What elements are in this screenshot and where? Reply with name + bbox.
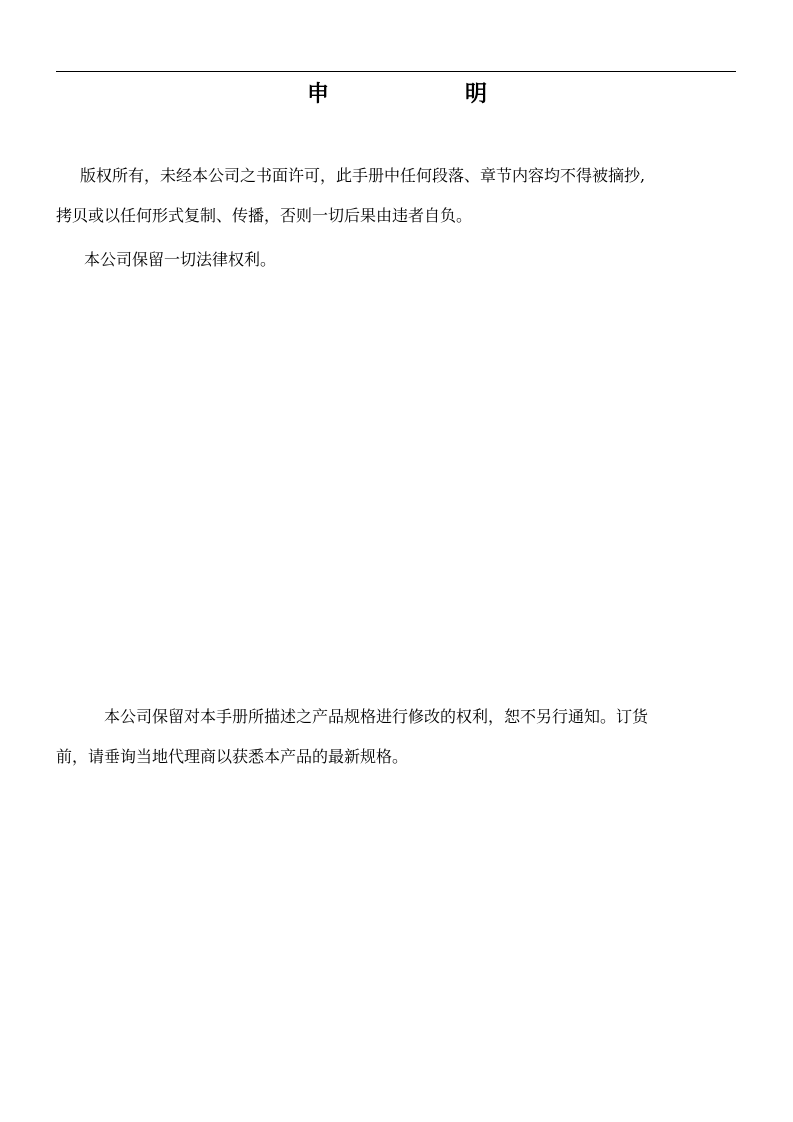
title-char-ming: 明 — [465, 82, 488, 107]
copyright-line-1: 版权所有，未经本公司之书面许可，此手册中任何段落、章节内容均不得被摘抄, — [80, 166, 646, 185]
spec-change-paragraph — [56, 697, 738, 777]
page-title — [0, 80, 793, 110]
title-char-shen: 申 — [307, 82, 330, 107]
copyright-line-2: 拷贝或以任何形式复制、传播，否则一切后果由违者自负。 — [56, 206, 473, 225]
header-rule — [56, 71, 736, 72]
spec-change-line-1: 本公司保留对本手册所描述之产品规格进行修改的权利，恕不另行通知。订货 — [104, 707, 649, 726]
rights-paragraph — [56, 240, 738, 280]
spec-change-line-2: 前，请垂询当地代理商以获悉本产品的最新规格。 — [56, 747, 409, 766]
rights-reserved-line: 本公司保留一切法律权利。 — [84, 250, 277, 269]
copyright-paragraph — [56, 156, 738, 236]
